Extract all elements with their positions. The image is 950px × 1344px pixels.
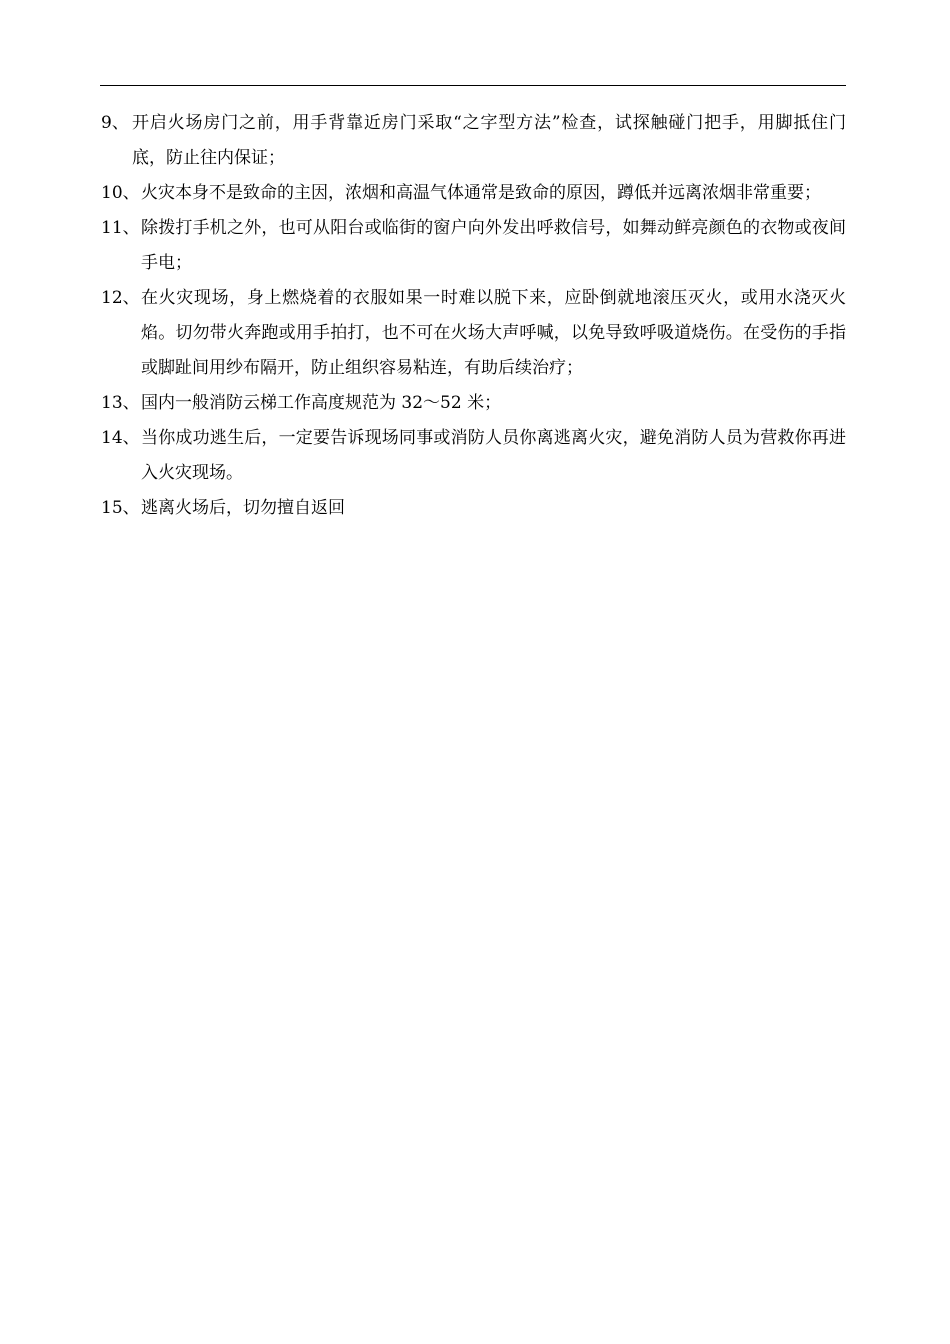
list-item-text: 火灾本身不是致命的主因，浓烟和高温气体通常是致命的原因，蹲低并远离浓烟非常重要；: [141, 183, 821, 203]
list-item: [101, 421, 846, 491]
numbered-list: [101, 106, 846, 526]
list-item: [101, 176, 846, 211]
list-item: [101, 106, 846, 176]
list-item-text: 逃离火场后，切勿擅自返回: [141, 498, 345, 518]
list-item: [101, 281, 846, 386]
list-item-number: 9、: [101, 113, 129, 133]
list-item-text: 开启火场房门之前，用手背靠近房门采取“之字型方法”检查，试探触碰门把手，用脚抵住门底，防止往内保证；: [132, 113, 846, 168]
list-item-number: 15、: [101, 498, 140, 518]
list-item-text: 在火灾现场，身上燃烧着的衣服如果一时难以脱下来，应卧倒就地滚压灭火，或用水浇灭火焰。切勿带火奔跑或用手拍打，也不可在火场大声呼喊，以免导致呼吸道烧伤。在受伤的手指或脚趾间用纱布隔开，防止组织容易粘连，有助后续治疗；: [141, 288, 846, 378]
header-rule: [100, 85, 846, 86]
list-item: [101, 211, 846, 281]
list-item-number: 14、: [101, 428, 140, 448]
list-item: [101, 491, 846, 526]
list-item: [101, 386, 846, 421]
list-item-number: 10、: [101, 183, 140, 203]
list-item-number: 13、: [101, 393, 140, 413]
list-item-number: 11、: [101, 218, 140, 238]
list-item-text: 当你成功逃生后，一定要告诉现场同事或消防人员你离逃离火灾，避免消防人员为营救你再进入火灾现场。: [141, 428, 846, 483]
list-item-text: 国内一般消防云梯工作高度规范为 32～52 米；: [141, 393, 502, 413]
list-item-text: 除拨打手机之外，也可从阳台或临街的窗户向外发出呼救信号，如舞动鲜亮颜色的衣物或夜间手电；: [141, 218, 846, 273]
list-item-number: 12、: [101, 288, 140, 308]
